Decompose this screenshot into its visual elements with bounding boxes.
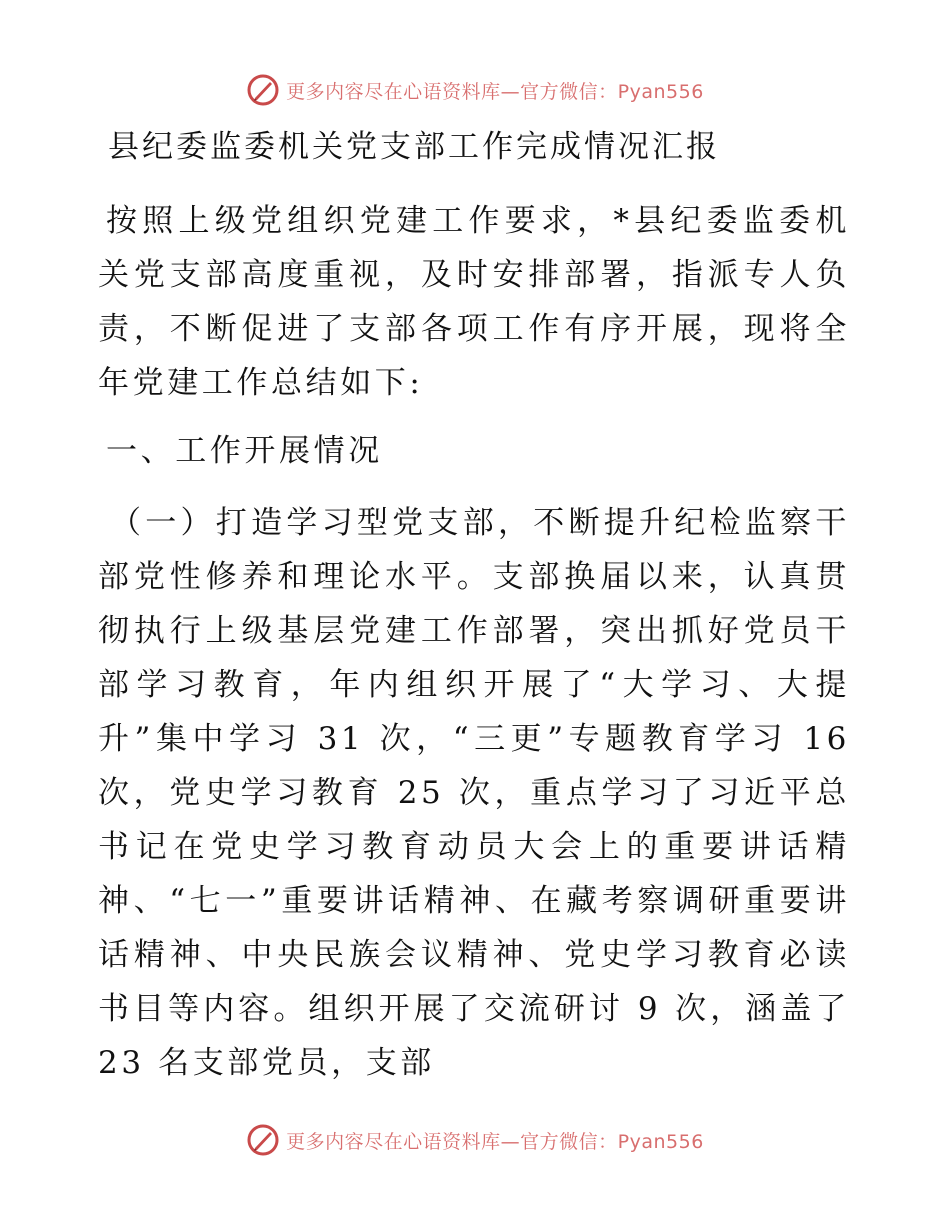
body-paragraph: （一）打造学习型党支部，不断提升纪检监察干部党性修养和理论水平。支部换届以来，认真贯彻执行上级基层党建工作部署，突出抓好党员干部学习教育，年内组织开展了“大学习、大提升”集中学习 31 次，“三更”专题教育学习 16 次，党史学习教育 25 次，重点学习了习近平总书记在党史学习教育动员大会上的重要讲话精神、“七一”重要讲话精神、在藏考察调研重要讲话精神、中央民族会议精神、党史学习教育必读书目等内容。组织开展了交流研讨 9 次，涵盖了 23 名支部党员，支部 bbox=[98, 505, 850, 1081]
watermark-text: 更多内容尽在心语资料库—官方微信：Pyan556 bbox=[286, 80, 704, 103]
document-title: 县纪委监委机关党支部工作完成情况汇报 bbox=[108, 129, 720, 165]
header-watermark bbox=[0, 70, 950, 110]
section-heading: 一、工作开展情况 bbox=[106, 433, 383, 469]
footer-watermark bbox=[0, 1120, 950, 1160]
quill-pen-logo-icon bbox=[246, 1123, 280, 1157]
watermark-text: 更多内容尽在心语资料库—官方微信：Pyan556 bbox=[286, 1130, 704, 1153]
quill-pen-logo-icon bbox=[246, 73, 280, 107]
intro-paragraph: 按照上级党组织党建工作要求，*县纪委监委机关党支部高度重视，及时安排部署，指派专人负责，不断促进了支部各项工作有序开展，现将全年党建工作总结如下: bbox=[98, 203, 850, 401]
document-body bbox=[98, 122, 850, 1090]
